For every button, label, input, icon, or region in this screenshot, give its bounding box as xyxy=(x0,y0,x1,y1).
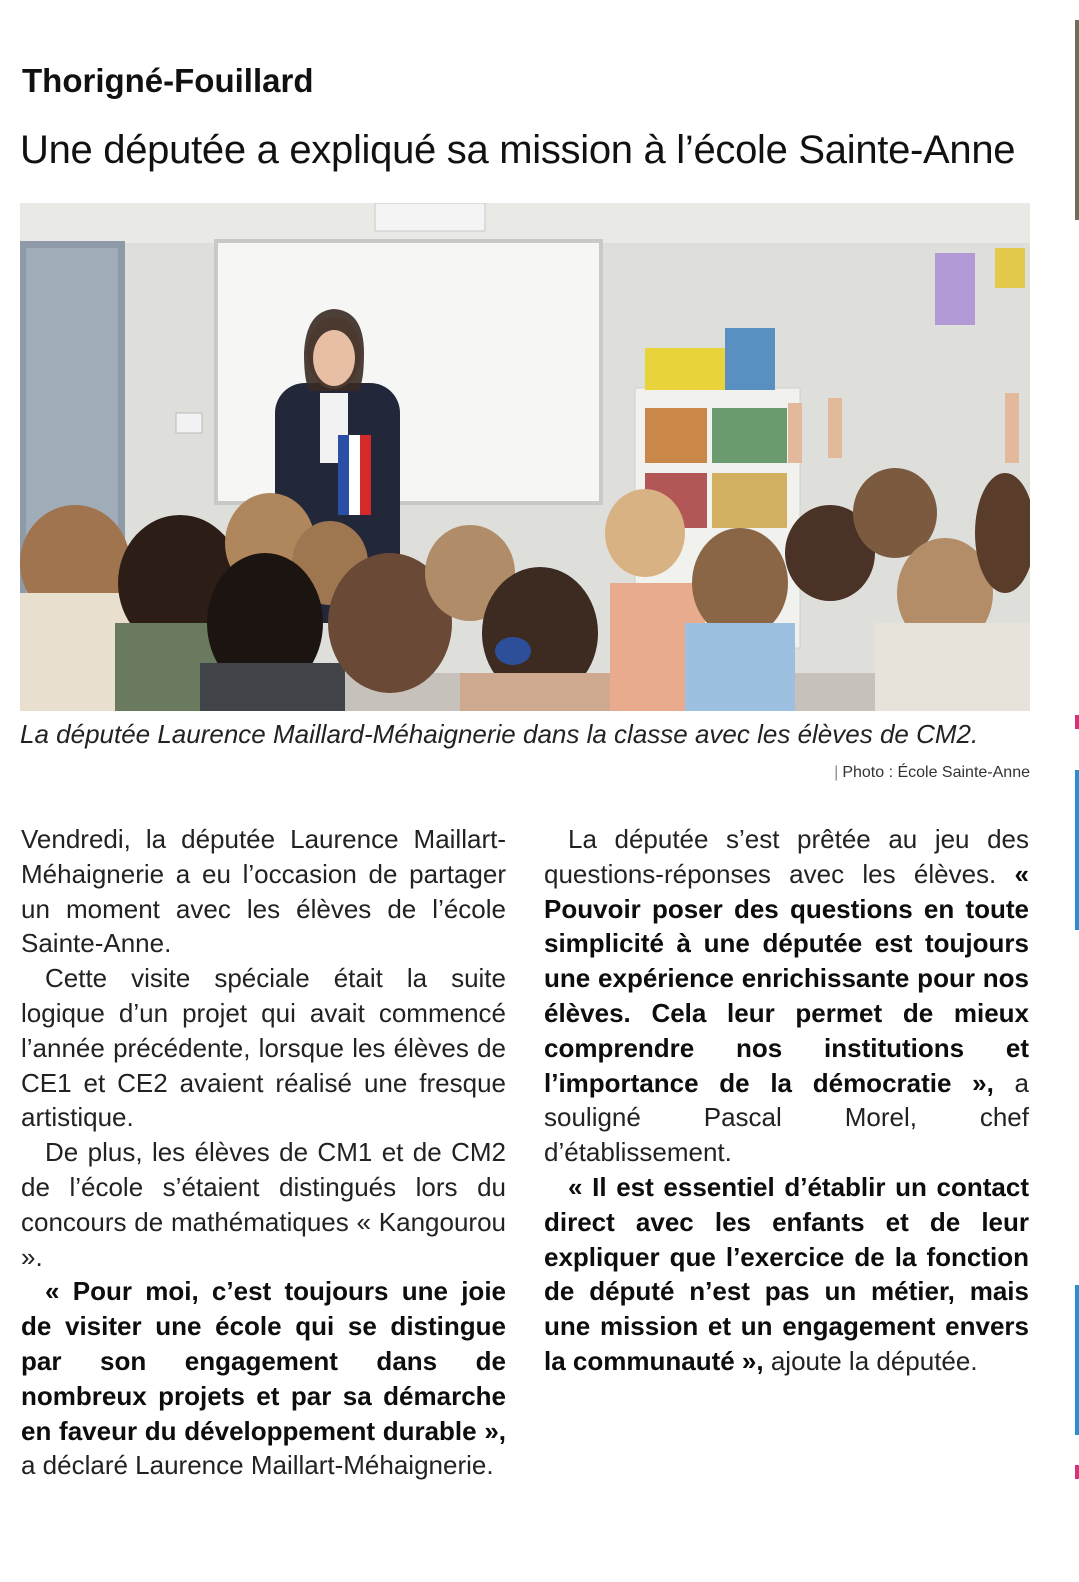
neighbor-page-mark xyxy=(1075,1285,1079,1435)
neighbor-page-mark xyxy=(1075,715,1079,729)
attribution-deputy-2: ajoute la députée. xyxy=(763,1345,978,1376)
photo-credit-text: Photo : École Sainte-Anne xyxy=(842,764,1030,781)
photo-credit xyxy=(834,764,1030,782)
article-paragraph-2: Cette visite spéciale était la suite logique d’un projet qui avait commencé l’année précédente, lorsque les élèves de CE1 et CE2 avaient réalisé une fresque artistique. xyxy=(21,963,506,1133)
article-column-right xyxy=(544,822,1029,1379)
credit-separator: | xyxy=(834,764,839,781)
article-paragraph-1: Vendredi, la députée Laurence Maillart-Méhaignerie a eu l’occasion de partager un moment avec les élèves de l’école Sainte-Anne. xyxy=(21,824,506,959)
neighbor-page-mark xyxy=(1075,1465,1079,1479)
article-column-left xyxy=(21,822,506,1483)
quote-deputy-2: « Il est essentiel d’établir un contact direct avec les enfants et de leur expliquer que l’exercice de la fonction de député n’est pas un métier, mais une mission et un engagement envers la communauté », xyxy=(544,1171,1029,1376)
article-paragraph-6 xyxy=(544,1170,1029,1379)
quote-deputy-1: « Pour moi, c’est toujours une joie de visiter une école qui se distingue par son engagement dans de nombreux projets et par sa démarche en faveur du développement durable », xyxy=(21,1276,506,1446)
article-paragraph-4 xyxy=(21,1274,506,1483)
article-kicker: Thorigné-Fouillard xyxy=(22,62,314,99)
photo-caption: La députée Laurence Maillard-Méhaignerie dans la classe avec les élèves de CM2. xyxy=(20,719,979,749)
attribution-deputy-1: a déclaré Laurence Maillart-Méhaignerie. xyxy=(21,1450,494,1481)
quote-headmaster: « Pouvoir poser des questions en toute simplicité à une députée est toujours une expérience enrichissante pour nos élèves. Cela leur permet de mieux comprendre nos institutions et l’importance de la démocratie », xyxy=(544,858,1029,1098)
article-headline: Une députée a expliqué sa mission à l’école Sainte-Anne xyxy=(20,128,1016,172)
classroom-photo xyxy=(20,203,1030,711)
paragraph-5-intro: La députée s’est prêtée au jeu des questions-réponses avec les élèves. xyxy=(544,824,1029,889)
article-paragraph-5 xyxy=(544,822,1029,1170)
attribution-headmaster: a souligné Pascal Morel, chef d’établissement. xyxy=(544,1067,1030,1168)
article-paragraph-3: De plus, les élèves de CM1 et de CM2 de l’école s’étaient distingués lors du concours de mathématiques « Kangourou ». xyxy=(21,1137,506,1272)
classroom-photo-illustration xyxy=(20,203,1030,711)
neighbor-page-edge xyxy=(1075,20,1079,220)
neighbor-page-mark xyxy=(1075,770,1079,930)
